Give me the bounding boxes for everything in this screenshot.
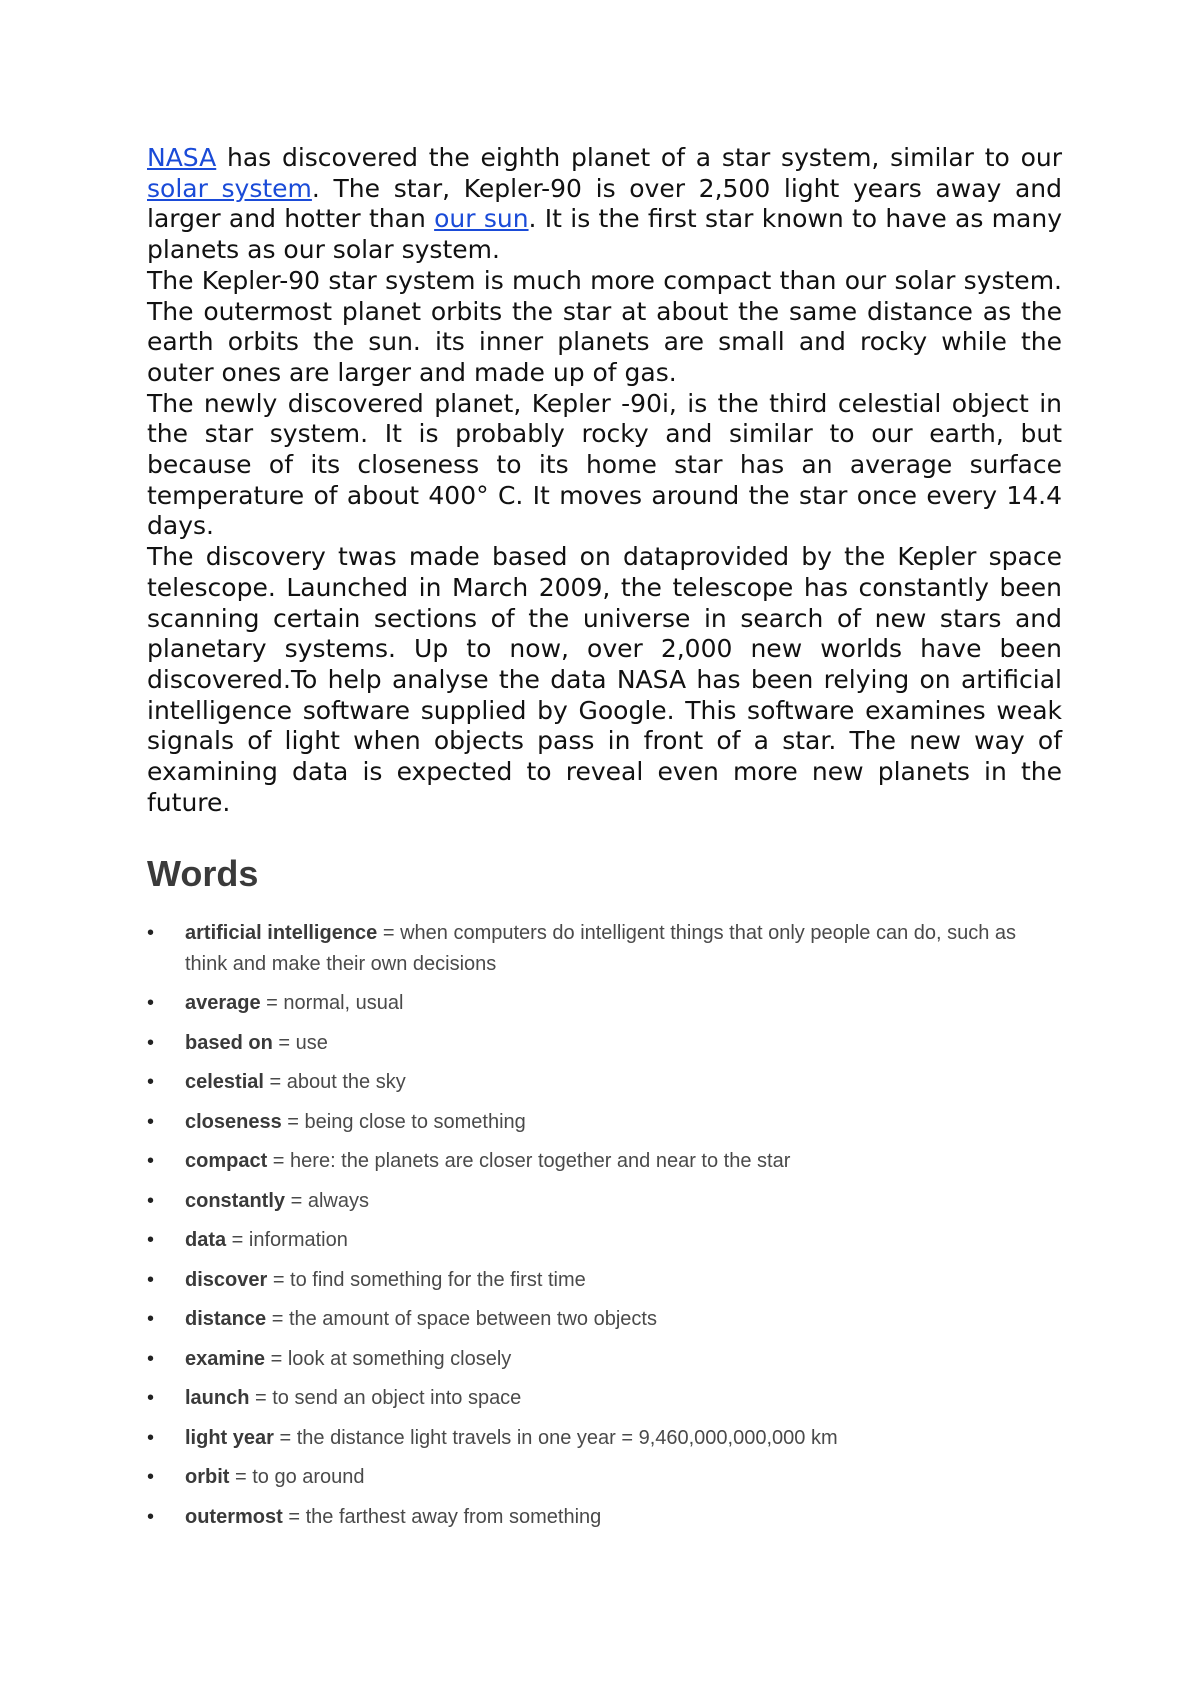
vocab-term: average bbox=[185, 992, 261, 1015]
vocab-item bbox=[147, 1146, 1062, 1177]
solar-system-link[interactable]: solar system bbox=[147, 173, 312, 203]
vocab-item bbox=[147, 918, 1062, 980]
bullet-icon: • bbox=[147, 1426, 155, 1449]
vocab-term: constantly bbox=[185, 1189, 286, 1212]
vocab-term: outermost bbox=[185, 1505, 283, 1528]
bullet-icon: • bbox=[147, 1110, 155, 1133]
article-paragraph-4: The discovery twas made based on dataprovided by the Kepler space telescope. Launched in March 2009, the telescope has constantly been scanning certain sections of the universe in search of new stars and planetary systems. Up to now, over 2,000 new worlds have been discovered.To help analyse the data NASA has been relying on artificial intelligence software supplied by Google. This software examines weak signals of light when objects pass in front of a star. The new way of examining data is expected to reveal even more new planets in the future. bbox=[147, 542, 1062, 817]
vocab-term: based on bbox=[185, 1031, 273, 1054]
article-paragraph-1 bbox=[147, 143, 1062, 266]
nasa-link[interactable]: NASA bbox=[147, 143, 217, 172]
vocab-term: distance bbox=[185, 1308, 267, 1331]
bullet-icon: • bbox=[147, 1466, 155, 1489]
vocab-definition: = when computers do intelligent things that only people can do, such as think and make their own decisions bbox=[185, 921, 1017, 975]
bullet-icon: • bbox=[147, 1071, 155, 1094]
article-body bbox=[147, 143, 1062, 818]
vocab-term: artificial intelligence bbox=[185, 921, 378, 944]
our-sun-link[interactable]: our sun bbox=[434, 204, 529, 234]
paragraph-1-text-b: . The star, Kepler-90 is over 2,500 light years away and larger and hotter than bbox=[147, 173, 1062, 234]
vocab-definition: = the distance light travels in one year = 9,460,000,000,000 km bbox=[273, 1426, 838, 1449]
bullet-icon: • bbox=[147, 1268, 155, 1291]
document-page bbox=[147, 143, 1062, 1541]
vocab-item bbox=[147, 1344, 1062, 1375]
vocab-item bbox=[147, 1502, 1062, 1533]
bullet-icon: • bbox=[147, 1347, 155, 1370]
vocab-term: examine bbox=[185, 1347, 266, 1370]
bullet-icon: • bbox=[147, 1505, 155, 1528]
vocab-item bbox=[147, 1067, 1062, 1098]
vocab-definition: = the farthest away from something bbox=[282, 1505, 602, 1528]
bullet-icon: • bbox=[147, 1387, 155, 1410]
vocab-definition: = about the sky bbox=[263, 1071, 406, 1094]
vocab-item bbox=[147, 1383, 1062, 1414]
bullet-icon: • bbox=[147, 1150, 155, 1173]
vocab-definition: = normal, usual bbox=[260, 992, 404, 1015]
vocab-definition: = use bbox=[272, 1031, 328, 1054]
vocab-term: celestial bbox=[185, 1071, 264, 1094]
vocab-term: orbit bbox=[185, 1466, 230, 1489]
vocab-item bbox=[147, 1462, 1062, 1493]
vocab-term: data bbox=[185, 1229, 227, 1252]
vocabulary-list bbox=[147, 918, 1062, 1533]
bullet-icon: • bbox=[147, 1229, 155, 1252]
vocab-definition: = information bbox=[226, 1229, 348, 1252]
vocab-item bbox=[147, 1186, 1062, 1217]
vocab-term: launch bbox=[185, 1387, 250, 1410]
vocab-definition: = the amount of space between two objects bbox=[266, 1308, 657, 1331]
article-paragraph-2: The Kepler-90 star system is much more compact than our solar system. The outermost planet orbits the star at about the same distance as the earth orbits the sun. its inner planets are small and rocky while the outer ones are larger and made up of gas. bbox=[147, 265, 1062, 387]
vocab-definition: = always bbox=[285, 1189, 369, 1212]
article-paragraph-3: The newly discovered planet, Kepler -90i, is the third celestial object in the star system. It is probably rocky and similar to our earth, but because of its closeness to its home star has an average surface temperature of about 400° C. It moves around the star once every 14.4 days. bbox=[147, 388, 1062, 541]
vocab-item bbox=[147, 988, 1062, 1019]
vocab-definition: = to find something for the first time bbox=[267, 1268, 586, 1291]
vocab-definition: = to go around bbox=[229, 1466, 365, 1489]
vocab-term: compact bbox=[185, 1150, 268, 1173]
paragraph-1-text-c: . It is the first star known to have as many planets as our solar system. bbox=[147, 204, 1062, 265]
vocab-definition: = being close to something bbox=[281, 1110, 526, 1133]
vocab-definition: = look at something closely bbox=[265, 1347, 512, 1370]
vocab-term: light year bbox=[185, 1426, 274, 1449]
vocab-term: discover bbox=[185, 1268, 268, 1291]
vocab-definition: = here: the planets are closer together and near to the star bbox=[267, 1150, 791, 1173]
vocab-item bbox=[147, 1225, 1062, 1256]
bullet-icon: • bbox=[147, 921, 155, 944]
vocab-item bbox=[147, 1028, 1062, 1059]
bullet-icon: • bbox=[147, 1308, 155, 1331]
vocab-item bbox=[147, 1265, 1062, 1296]
vocab-definition: = to send an object into space bbox=[249, 1387, 522, 1410]
vocab-item bbox=[147, 1304, 1062, 1335]
vocab-item bbox=[147, 1107, 1062, 1138]
vocab-term: closeness bbox=[185, 1110, 282, 1133]
vocab-item bbox=[147, 1423, 1062, 1454]
bullet-icon: • bbox=[147, 1189, 155, 1212]
paragraph-1-text-a: has discovered the eighth planet of a star system, similar to our bbox=[216, 143, 1062, 172]
bullet-icon: • bbox=[147, 992, 155, 1015]
bullet-icon: • bbox=[147, 1031, 155, 1054]
words-heading: Words bbox=[147, 853, 259, 895]
